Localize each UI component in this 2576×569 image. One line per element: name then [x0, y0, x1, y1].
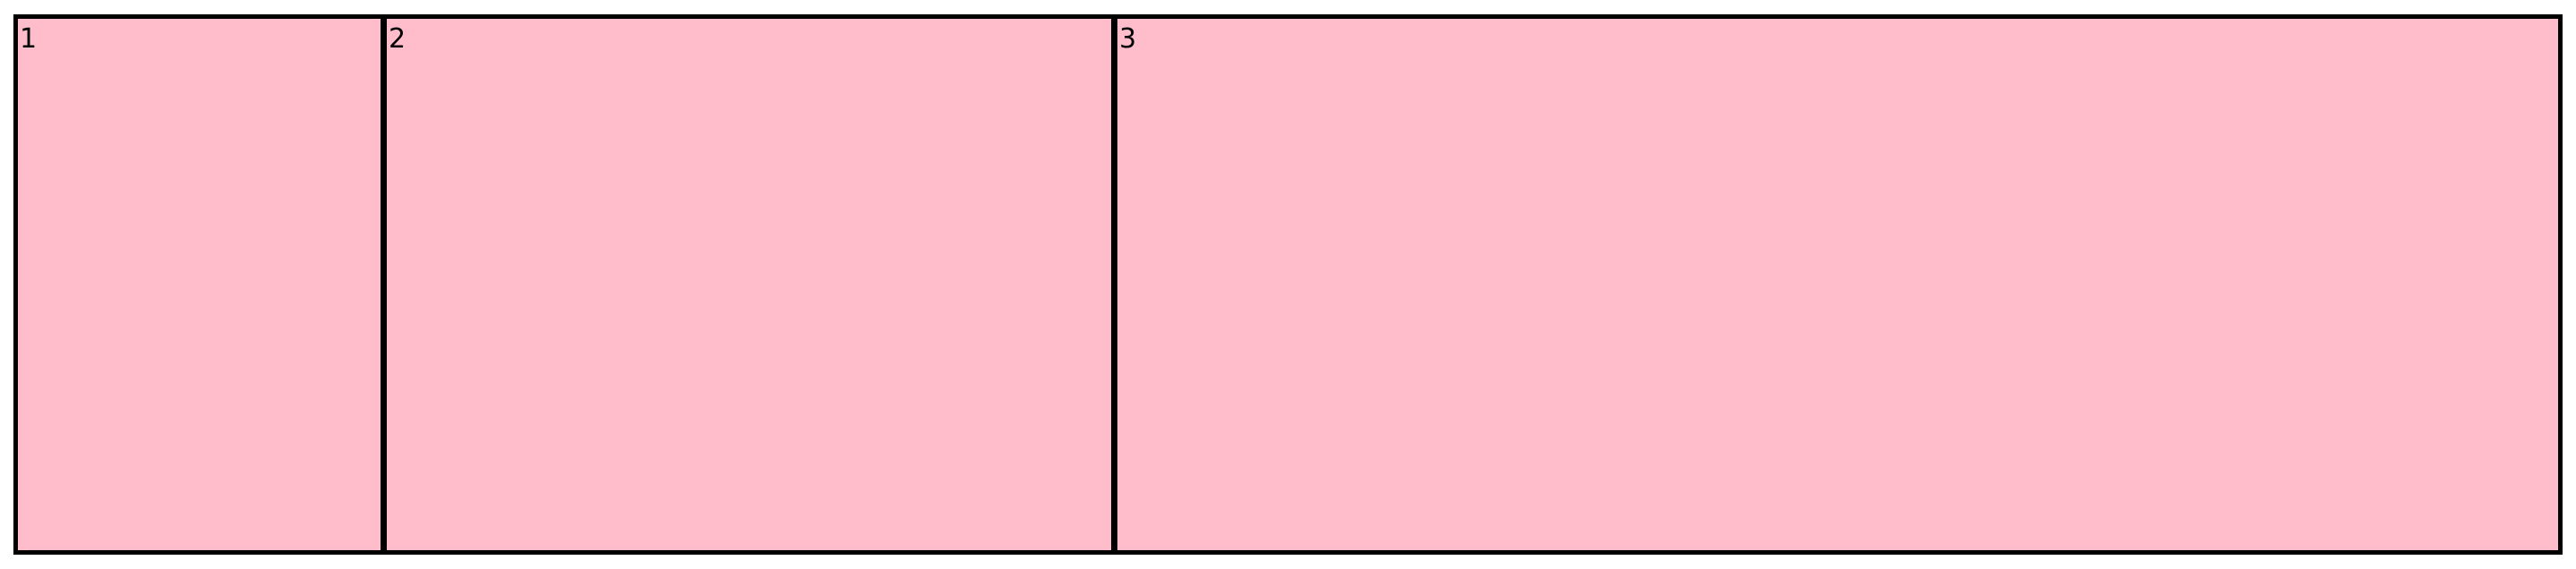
panel-1-label: 1 — [20, 23, 38, 55]
panel-1 — [18, 19, 381, 550]
panel-container — [13, 14, 2563, 555]
panel-2-label: 2 — [389, 23, 407, 55]
panel-2 — [381, 19, 1111, 550]
panel-3 — [1111, 19, 2558, 550]
panel-3-label: 3 — [1119, 23, 1137, 55]
